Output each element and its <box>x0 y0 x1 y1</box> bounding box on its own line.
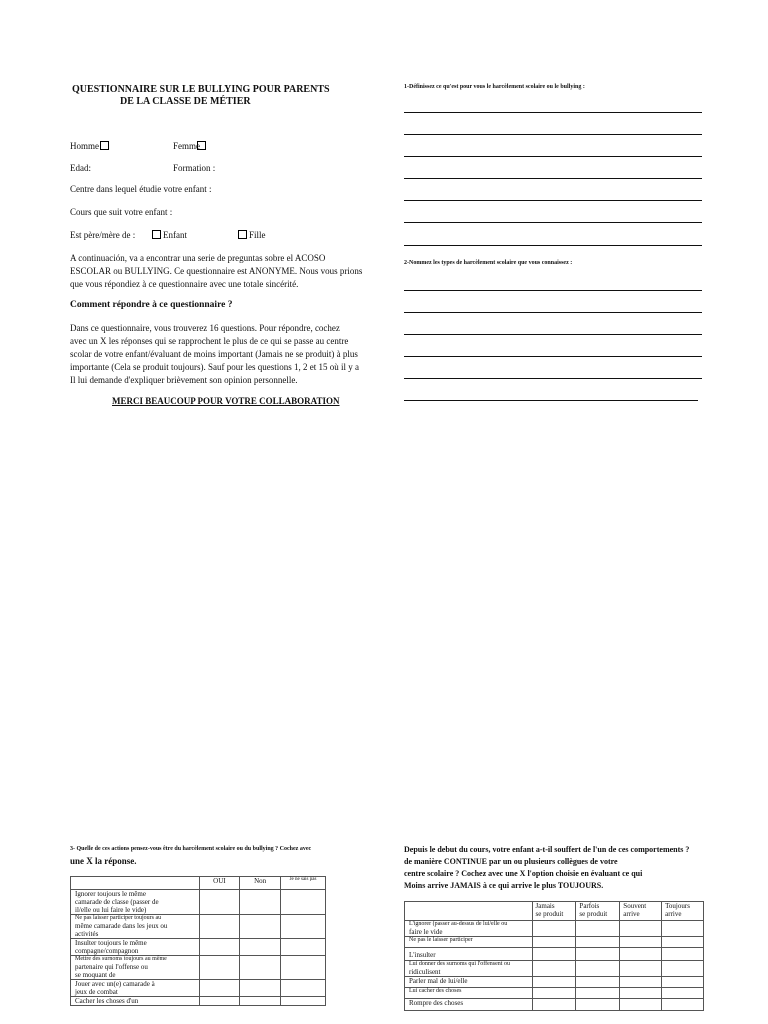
answer-cell[interactable] <box>620 961 662 977</box>
answer-cell[interactable] <box>532 988 576 999</box>
row-label <box>71 956 200 980</box>
header-cell <box>662 902 704 921</box>
header-line: arrive <box>665 910 682 918</box>
answer-cell[interactable] <box>199 980 240 997</box>
row-label <box>405 999 533 1011</box>
row-label-line: Cacher les choses d'un <box>75 997 139 1005</box>
answer-line[interactable] <box>404 200 702 201</box>
fille-option <box>238 230 266 241</box>
howto-paragraph <box>70 322 359 387</box>
header-cell <box>576 902 620 921</box>
answer-cell[interactable] <box>240 939 281 956</box>
question-3-line-1: 3- Quelle de ces actions pensez-vous être du harcèlement scolaire ou du bullying ? Cochez avec <box>70 846 312 852</box>
header-line: se produit <box>535 910 564 918</box>
answer-cell[interactable] <box>576 999 620 1011</box>
header-line: se produit <box>579 910 608 918</box>
fille-label: Fille <box>249 230 266 240</box>
table-row <box>405 948 704 961</box>
row-label <box>405 977 533 988</box>
header-line: Parfois <box>579 902 600 910</box>
answer-cell[interactable] <box>532 999 576 1011</box>
answer-cell[interactable] <box>576 977 620 988</box>
row-label <box>71 915 200 939</box>
centre-label: Centre dans lequel étudie votre enfant : <box>70 184 212 194</box>
answer-cell[interactable] <box>576 961 620 977</box>
header-line: Jamais <box>535 902 555 910</box>
question-4-line-1: Depuis le debut du cours, votre enfant a-t-il souffert de l'un de ces comportements ? <box>404 845 690 854</box>
intro-line: que vous répondiez à ce questionnaire avec une totale sincérité. <box>70 279 299 289</box>
row-label <box>71 997 200 1006</box>
table-row <box>405 937 704 948</box>
answer-cell[interactable] <box>532 921 576 937</box>
row-label <box>71 980 200 997</box>
question-3-table <box>70 876 326 1006</box>
answer-line[interactable] <box>404 400 698 401</box>
question-1: 1-Définissez ce qu'est pour vous le harcèlement scolaire ou le bullying : <box>404 84 585 90</box>
answer-cell[interactable] <box>620 999 662 1011</box>
answer-line[interactable] <box>404 112 702 113</box>
row-label-line: camarade de classe (passer de <box>75 898 159 906</box>
table-row <box>405 961 704 977</box>
question-4-line-2: de manière CONTINUE par un ou plusieurs collègues de votre <box>404 857 618 866</box>
femme-field <box>173 141 208 152</box>
answer-cell[interactable] <box>620 977 662 988</box>
answer-cell[interactable] <box>199 956 240 980</box>
header-cell <box>405 902 533 921</box>
answer-cell[interactable] <box>662 988 704 999</box>
table-row <box>405 999 704 1011</box>
answer-cell[interactable] <box>620 921 662 937</box>
edad-label: Edad: <box>70 163 91 173</box>
table-row <box>71 890 326 915</box>
row-label-line: Jouer avec un(e) camarade à <box>75 980 155 988</box>
table-row <box>71 939 326 956</box>
answer-cell[interactable] <box>199 915 240 939</box>
answer-cell[interactable] <box>532 948 576 961</box>
row-label <box>71 939 200 956</box>
answer-cell[interactable] <box>240 980 281 997</box>
title-line-2: DE LA CLASSE DE MÉTIER <box>120 96 251 107</box>
howto-line: Dans ce questionnaire, vous trouverez 16 questions. Pour répondre, cochez <box>70 323 340 333</box>
question-4-line-4: Moins arrive JAMAIS à ce qui arrive le plus TOUJOURS. <box>404 881 604 890</box>
table-row <box>405 921 704 937</box>
answer-line[interactable] <box>404 378 702 379</box>
row-label <box>405 937 533 948</box>
howto-line: Il lui demande d'expliquer brièvement son opinion personnelle. <box>70 375 298 385</box>
answer-cell[interactable] <box>662 948 704 961</box>
answer-cell[interactable] <box>240 956 281 980</box>
intro-line: A continuación, va a encontrar una serie de preguntas sobre el ACOSO <box>70 253 326 263</box>
header-cell: OUI <box>199 877 240 890</box>
table-row <box>71 997 326 1006</box>
answer-cell[interactable] <box>620 937 662 948</box>
answer-cell[interactable] <box>662 999 704 1011</box>
homme-field <box>70 141 111 152</box>
answer-cell[interactable] <box>281 956 326 980</box>
answer-cell[interactable] <box>662 961 704 977</box>
header-line: arrive <box>623 910 640 918</box>
homme-label: Homme <box>70 141 99 151</box>
table-header-row <box>405 902 704 921</box>
answer-line[interactable] <box>404 156 702 157</box>
formation-label: Formation : <box>173 163 216 173</box>
femme-label: Femme <box>173 141 200 151</box>
question-3-line-2: une X la réponse. <box>70 856 137 866</box>
row-label-line: L'ignorer (passer au-dessus de lui/elle ou <box>409 921 508 927</box>
answer-cell[interactable] <box>240 890 281 915</box>
header-cell <box>71 877 200 890</box>
table-row <box>405 977 704 988</box>
answer-cell[interactable] <box>281 939 326 956</box>
row-label-line: faire le vide <box>409 928 443 936</box>
pere-field <box>70 230 135 241</box>
answer-cell[interactable] <box>620 988 662 999</box>
answer-cell[interactable] <box>281 890 326 915</box>
answer-cell[interactable] <box>199 939 240 956</box>
question-4-line-3: centre scolaire ? Cochez avec une X l'option choisie en évaluant ce qui <box>404 869 643 878</box>
header-line: Toujours <box>665 902 690 910</box>
howto-heading: Comment répondre à ce questionnaire ? <box>70 300 233 310</box>
row-label-line: L'insulter <box>409 951 436 959</box>
howto-line: scolar de votre enfant/évaluant de moins important (Jamais ne se produit) à plus <box>70 349 358 359</box>
enfant-label: Enfant <box>163 230 187 240</box>
answer-line[interactable] <box>404 290 702 291</box>
cours-label: Cours que suit votre enfant : <box>70 207 173 217</box>
row-label-line: il/elle ou lui faire le vide) <box>75 906 147 914</box>
answer-cell[interactable] <box>199 890 240 915</box>
table-row <box>71 915 326 939</box>
answer-cell[interactable] <box>532 977 576 988</box>
howto-line: importante (Cela se produit toujours). Sauf pour les questions 1, 2 et 15 où il y a <box>70 362 359 372</box>
header-cell: Non <box>240 877 281 890</box>
answer-cell[interactable] <box>576 921 620 937</box>
row-label-line: compagne/compagnon <box>75 947 139 955</box>
pere-label: Est père/mère de : <box>70 230 136 240</box>
answer-cell[interactable] <box>281 997 326 1006</box>
intro-line: ESCOLAR ou BULLYING. Ce questionnaire est ANONYME. Nous vous prions <box>70 266 363 276</box>
answer-line[interactable] <box>404 222 702 223</box>
row-label-line: se moquant de <box>75 971 116 979</box>
row-label-line: jeux de combat <box>75 988 118 996</box>
row-label <box>405 921 533 937</box>
answer-line[interactable] <box>404 356 702 357</box>
answer-cell[interactable] <box>199 997 240 1006</box>
row-label-line: partenaire qui l'offense ou <box>75 963 148 971</box>
row-label-line: Parler mal de lui/elle <box>409 977 468 985</box>
thanks-text: MERCI BEAUCOUP POUR VOTRE COLLABORATION <box>112 396 340 406</box>
answer-cell[interactable] <box>281 915 326 939</box>
table-row <box>405 988 704 999</box>
answer-line[interactable] <box>404 334 702 335</box>
header-cell <box>620 902 662 921</box>
row-label-line: Insulter toujours le même <box>75 939 147 947</box>
row-label-line: Mettre des surnoms toujours au même <box>75 956 167 962</box>
answer-cell[interactable] <box>281 980 326 997</box>
fille-checkbox[interactable] <box>238 230 247 239</box>
row-label-line: Lui cacher des choses <box>409 988 462 994</box>
row-label <box>405 988 533 999</box>
answer-line[interactable] <box>404 178 702 179</box>
header-cell: Je ne sais pas <box>281 877 326 890</box>
intro-paragraph <box>70 252 362 291</box>
answer-cell[interactable] <box>240 997 281 1006</box>
table-row <box>71 956 326 980</box>
row-label-line: ridiculisent <box>409 968 441 976</box>
header-cell <box>532 902 576 921</box>
enfant-checkbox[interactable] <box>152 230 161 239</box>
question-2: 2-Nommez les types de harcèlement scolaire que vous connaissez : <box>404 260 573 266</box>
answer-cell[interactable] <box>620 948 662 961</box>
answer-line[interactable] <box>404 312 702 313</box>
howto-line: avec un X les réponses qui se rapprochent le plus de ce qui se passe au centre <box>70 336 349 346</box>
answer-cell[interactable] <box>532 961 576 977</box>
answer-line[interactable] <box>404 245 702 246</box>
table-row <box>71 980 326 997</box>
table-header-row <box>71 877 326 890</box>
answer-cell[interactable] <box>532 937 576 948</box>
answer-cell[interactable] <box>662 977 704 988</box>
row-label-line: Ignorer toujours le même <box>75 890 146 898</box>
answer-line[interactable] <box>404 134 702 135</box>
answer-cell[interactable] <box>662 921 704 937</box>
answer-cell[interactable] <box>240 915 281 939</box>
answer-cell[interactable] <box>576 948 620 961</box>
answer-cell[interactable] <box>662 937 704 948</box>
row-label <box>405 961 533 977</box>
homme-checkbox[interactable] <box>100 141 109 150</box>
femme-checkbox[interactable] <box>197 141 206 150</box>
row-label-line: Ne pas le laisser participer <box>409 937 473 943</box>
row-label-line: Ne pas laisser participer toujours au <box>75 915 162 921</box>
question-4-table <box>404 901 704 1011</box>
answer-cell[interactable] <box>576 988 620 999</box>
row-label-line: Lui donner des surnoms qui l'offensent ou <box>409 961 510 967</box>
row-label-line: même camarade dans les jeux ou <box>75 922 168 930</box>
enfant-option <box>152 230 187 241</box>
header-line: Souvent <box>623 902 647 910</box>
row-label-line: Rompre des choses <box>409 999 464 1007</box>
row-label <box>71 890 200 915</box>
answer-cell[interactable] <box>576 937 620 948</box>
row-label <box>405 948 533 961</box>
title-line-1: QUESTIONNAIRE SUR LE BULLYING POUR PARENTS <box>72 84 330 95</box>
row-label-line: activités <box>75 930 99 938</box>
